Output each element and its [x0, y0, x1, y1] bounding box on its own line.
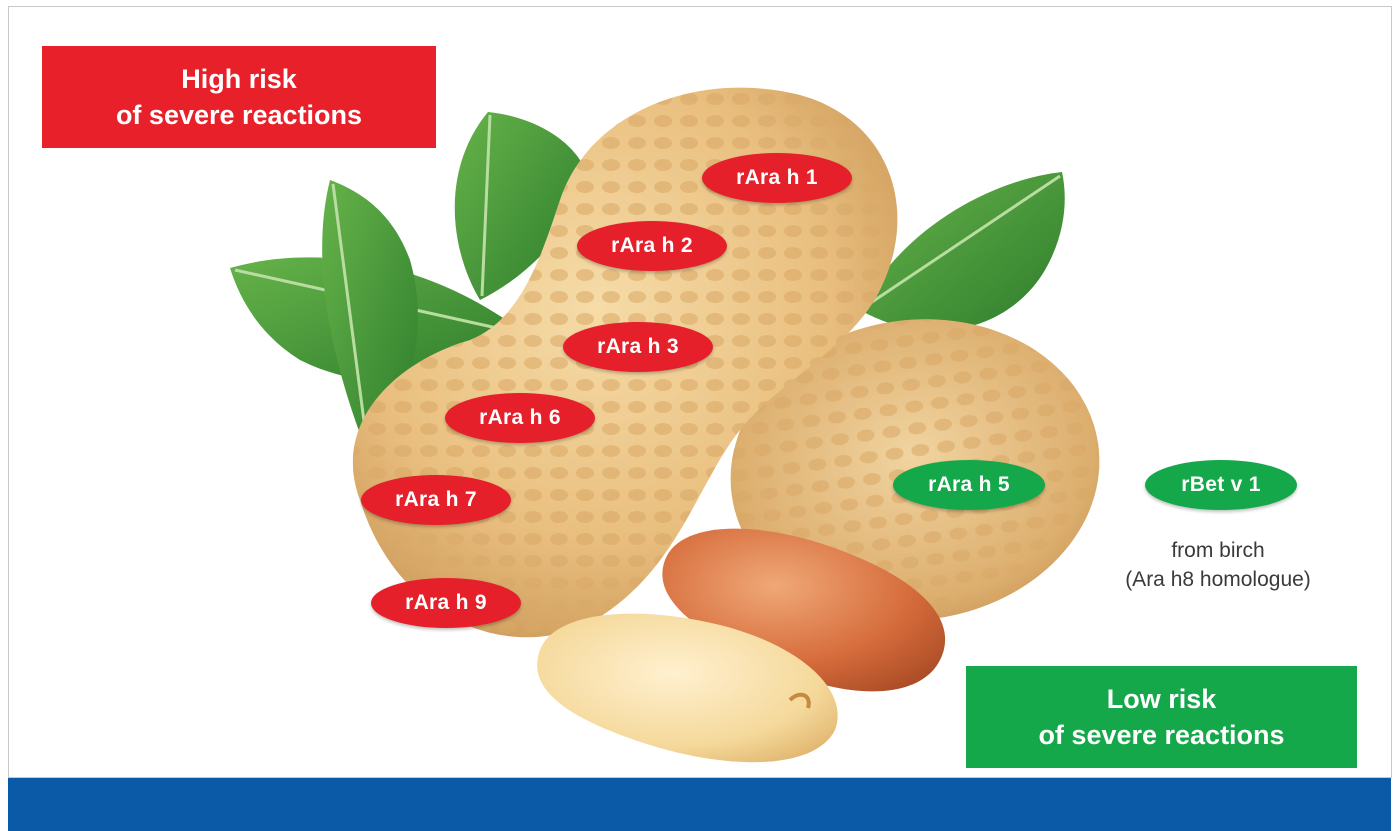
allergen-label: rBet v 1 — [1145, 460, 1297, 510]
footer-bar — [8, 778, 1391, 831]
high-risk-line2: of severe reactions — [115, 100, 363, 130]
allergen-label: rAra h 3 — [563, 322, 713, 372]
low-risk-line1: Low risk — [1106, 684, 1217, 714]
low-risk-line2: of severe reactions — [1038, 720, 1285, 750]
allergen-label: rAra h 7 — [361, 475, 511, 525]
allergen-label: rAra h 9 — [371, 578, 521, 628]
birch-note-line2: (Ara h8 homologue) — [1125, 568, 1311, 591]
birch-note — [1112, 536, 1324, 594]
birch-note-line1: from birch — [1171, 539, 1265, 562]
low-risk-box — [966, 666, 1357, 768]
allergen-label: rAra h 1 — [702, 153, 852, 203]
allergen-label: rAra h 2 — [577, 221, 727, 271]
allergen-label: rAra h 6 — [445, 393, 595, 443]
high-risk-line1: High risk — [181, 64, 297, 94]
allergen-label: rAra h 5 — [893, 460, 1045, 510]
high-risk-box — [42, 46, 436, 148]
